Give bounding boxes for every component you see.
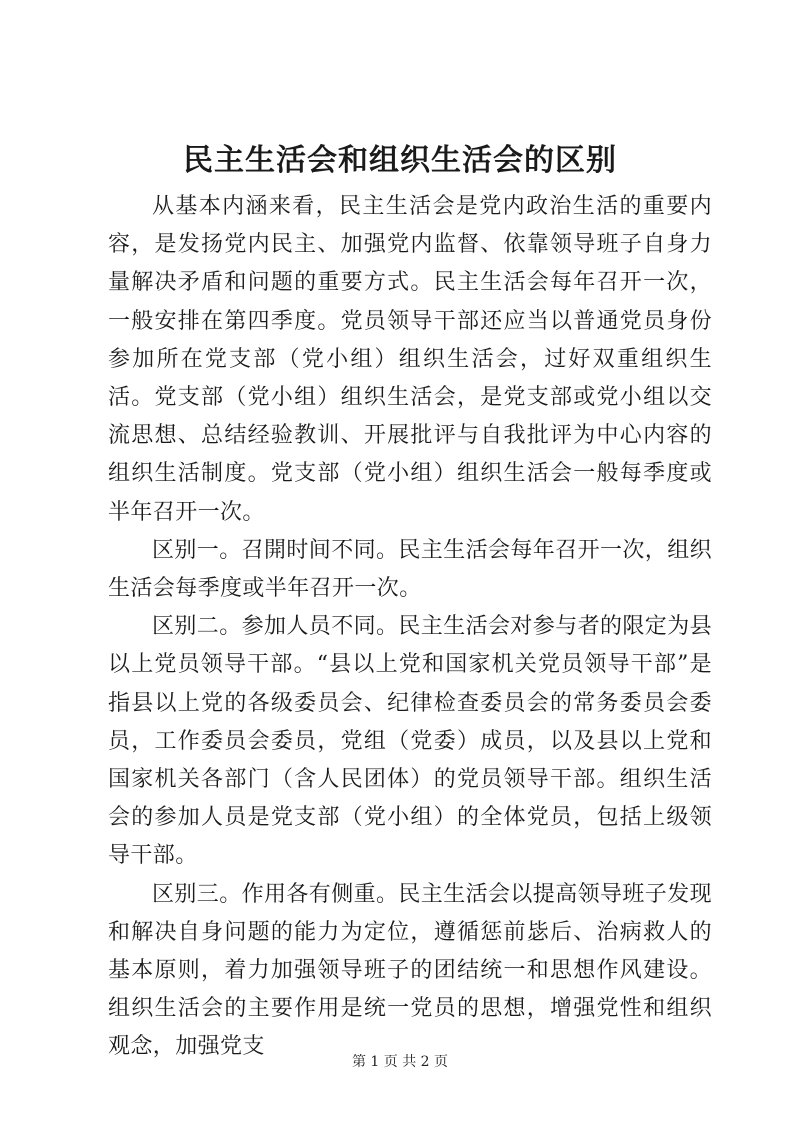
paragraph-intro: 从基本内涵来看，民主生活会是党内政治生活的重要内容，是发扬党内民主、加强党内监督、依靠领导班子自身力量解决矛盾和问题的重要方式。民主生活会每年召开一次，一般安排在第四季度。党员领导干部还应当以普通党员身份参加所在党支部（党小组）组织生活会，过好双重组织生活。党支部（党小组）组织生活会，是党支部或党小组以交流思想、总结经验教训、开展批评与自我批评为中心内容的组织生活制度。党支部（党小组）组织生活会一般每季度或半年召开一次。 (108, 194, 712, 525)
document-title: 民主生活会和组织生活会的区别 (183, 143, 617, 178)
document-body (108, 188, 712, 1067)
paragraph-difference-1: 区别一。召開时间不同。民主生活会每年召开一次，组织生活会每季度或半年召开一次。 (108, 537, 713, 602)
page-footer: 第 1 页 共 2 页 (351, 1054, 449, 1070)
paragraph-difference-2: 区别二。参加人员不同。民主生活会对参与者的限定为县以上党员领导干部。“县以上党和国家机关党员领导干部”是指县以上党的各级委员会、纪律检查委员会的常务委员会委员，工作委员会委员，党组（党委）成员，以及县以上党和国家机关各部门（含人民团体）的党员领导干部。组织生活会的参加人员是党支部（党小组）的全体党员，包括上级领导干部。 (108, 614, 713, 869)
paragraph-difference-3: 区别三。作用各有侧重。民主生活会以提高领导班子发现和解决自身问题的能力为定位，遵循惩前毖后、治病救人的基本原则，着力加强领导班子的团结统一和思想作风建设。组织生活会的主要作用是统一党员的思想，增强党性和组织观念，加强党支 (108, 881, 713, 1060)
